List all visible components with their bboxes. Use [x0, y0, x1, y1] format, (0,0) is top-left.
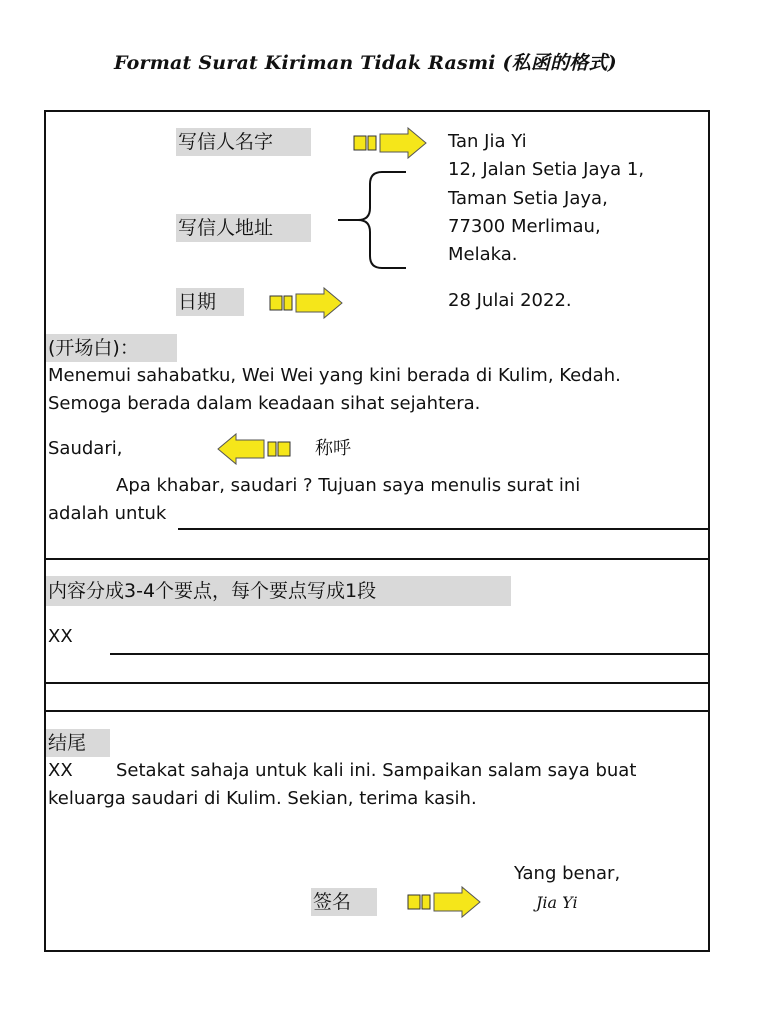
- divider: [46, 682, 708, 684]
- point-marker: XX: [48, 626, 73, 647]
- sender-name-label: 写信人名字: [176, 128, 311, 156]
- divider: [46, 558, 708, 560]
- brace-icon: [336, 168, 408, 272]
- arrow-left-icon: [214, 430, 300, 468]
- closing-marker: XX: [48, 760, 73, 781]
- sender-name: Tan Jia Yi: [448, 131, 527, 152]
- writing-line: [178, 528, 710, 530]
- address-line: 77300 Merlimau,: [448, 216, 601, 237]
- signature: Jia Yi: [536, 893, 578, 912]
- salutation: Saudari,: [48, 438, 123, 459]
- content-label: 内容分成3-4个要点，每个要点写成1段: [46, 576, 511, 606]
- intro-line: adalah untuk: [48, 503, 167, 524]
- arrow-right-icon: [260, 284, 346, 322]
- address-line: Melaka.: [448, 244, 518, 265]
- closing-line: Setakat sahaja untuk kali ini. Sampaikan salam saya buat: [116, 760, 637, 781]
- signoff: Yang benar,: [514, 863, 621, 884]
- document-title: Format Surat Kiriman Tidak Rasmi (私函的格式): [114, 52, 617, 74]
- opening-line: Semoga berada dalam keadaan sihat sejahtera.: [48, 393, 481, 414]
- date-label: 日期: [176, 288, 244, 316]
- opening-label: (开场白)：: [46, 334, 177, 362]
- closing-label: 结尾: [46, 729, 110, 757]
- arrow-right-icon: [398, 883, 484, 921]
- intro-line: Apa khabar, saudari ? Tujuan saya menulis surat ini: [116, 475, 581, 496]
- salutation-note: 称呼: [315, 438, 351, 459]
- address-line: 12, Jalan Setia Jaya 1,: [448, 159, 645, 180]
- opening-line: Menemui sahabatku, Wei Wei yang kini berada di Kulim, Kedah.: [48, 365, 621, 386]
- closing-line: keluarga saudari di Kulim. Sekian, terima kasih.: [48, 788, 477, 809]
- letter-date: 28 Julai 2022.: [448, 290, 572, 311]
- signature-label: 签名: [311, 888, 377, 916]
- arrow-right-icon: [344, 124, 430, 162]
- address-line: Taman Setia Jaya,: [448, 188, 608, 209]
- writing-line: [110, 653, 710, 655]
- sender-address-label: 写信人地址: [176, 214, 311, 242]
- divider: [46, 710, 708, 712]
